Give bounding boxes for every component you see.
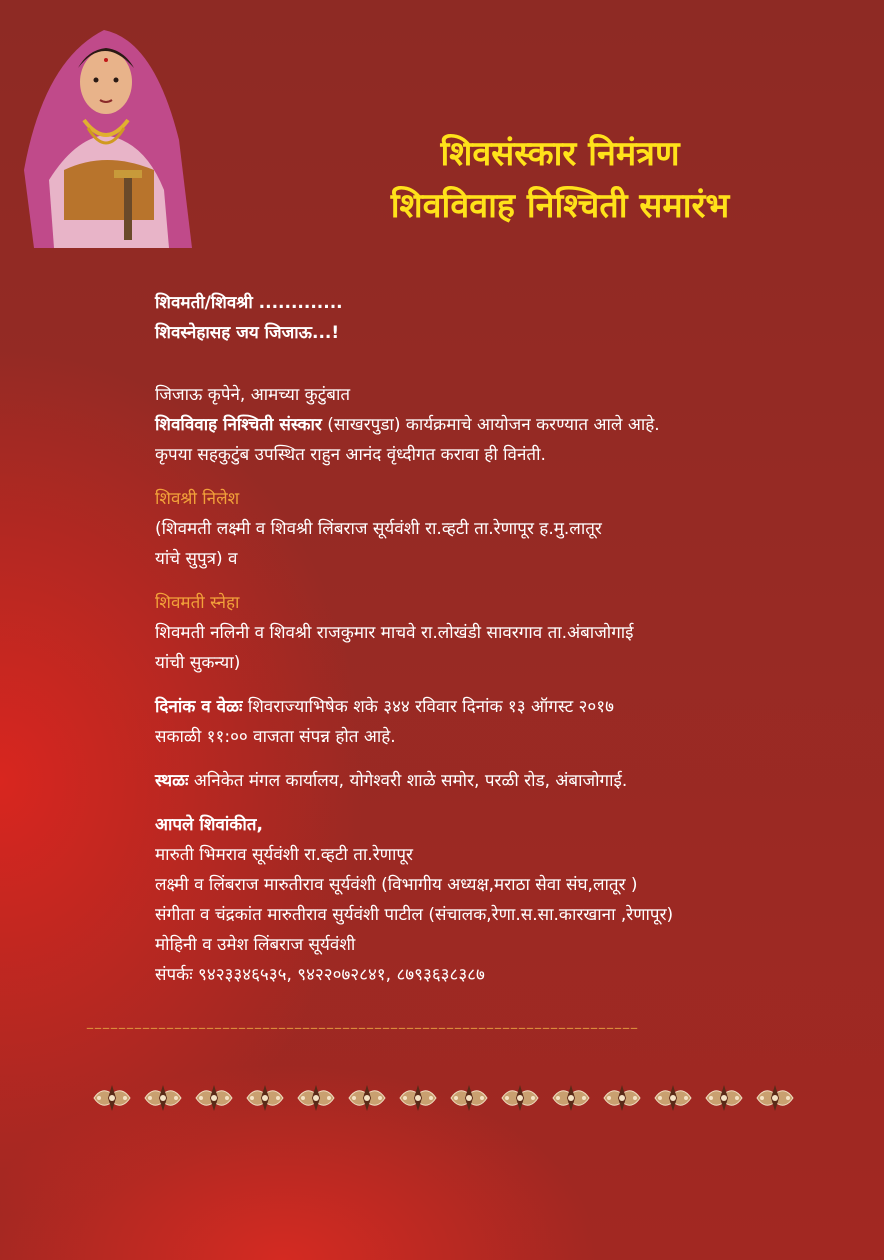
bride-parents: शिवमती नलिनी व शिवश्री राजकुमार माचवे रा.लोखंडी सावरगाव ता.अंबाजोगाई <box>155 623 634 643</box>
ornament-motif-icon <box>247 1085 283 1111</box>
host-line: लक्ष्मी व लिंबराज मारुतीराव सूर्यवंशी (विभागीय अध्यक्ष,मराठा सेवा संघ,लातूर ) <box>155 875 638 895</box>
portrait-illustration <box>14 20 192 248</box>
ornament-motif-icon <box>604 1085 640 1111</box>
title-line-2: शिवविवाह निश्चिती समारंभ <box>390 186 730 226</box>
spacer <box>155 796 855 810</box>
greeting-line-2: शिवस्नेहासह जय जिजाऊ...! <box>155 323 340 343</box>
invitation-body <box>155 288 855 990</box>
intro-line-2-rest: (साखरपुडा) कार्यक्रमाचे आयोजन करण्यात आले आहे. <box>321 415 660 435</box>
ornament-motif-icon <box>502 1085 538 1111</box>
ornament-motif-icon <box>553 1085 589 1111</box>
title-block <box>300 128 820 232</box>
contact-line: संपर्कः ९४२३३४६५३५, ९४२२०७२८४१, ८७९३६३८३८७ <box>155 965 485 985</box>
ornament-motif-icon <box>196 1085 232 1111</box>
spacer <box>155 678 855 692</box>
ornament-motif-icon <box>655 1085 691 1111</box>
ornament-motif-icon <box>400 1085 436 1111</box>
groom-relation: यांचे सुपुत्र) व <box>155 549 238 569</box>
ornament-motif-icon <box>706 1085 742 1111</box>
datetime-label: दिनांक व वेळः <box>155 697 243 717</box>
intro-bold-term: शिवविवाह निश्चिती संस्कार <box>155 415 322 435</box>
spacer <box>155 752 855 766</box>
bride-relation: यांची सुकन्या) <box>155 653 241 673</box>
host-line: मोहिनी व उमेश लिंबराज सूर्यवंशी <box>155 935 356 955</box>
intro-line-2 <box>155 410 855 440</box>
datetime-line-1 <box>155 692 855 722</box>
venue-text: अनिकेत मंगल कार्यालय, योगेश्वरी शाळे समोर, परळी रोड, अंबाजोगाई. <box>188 771 628 791</box>
hosts-heading: आपले शिवांकीत, <box>155 815 263 835</box>
intro-line-3: कृपया सहकुटुंब उपस्थित राहुन आनंद वृंध्दीगत करावा ही विनंती. <box>155 445 546 465</box>
datetime-line-2: सकाळी ११:०० वाजता संपन्न होत आहे. <box>155 727 396 747</box>
host-line: संगीता व चंद्रकांत मारुतीराव सुर्यवंशी पाटील (संचालक,रेणा.स.सा.कारखाना ,रेणापूर) <box>155 905 674 925</box>
ornament-motif-icon <box>145 1085 181 1111</box>
ornament-motif-icon <box>94 1085 130 1111</box>
ornament-motif-icon <box>757 1085 793 1111</box>
host-line: मारुती भिमराव सूर्यवंशी रा.व्हटी ता.रेणापूर <box>155 845 413 865</box>
ornament-motif-icon <box>298 1085 334 1111</box>
bride-name: शिवमती स्नेहा <box>155 593 240 613</box>
datetime-value: शिवराज्याभिषेक शके ३४४ रविवार दिनांक १३ ऑगस्ट २०१७ <box>242 697 614 717</box>
intro-line-1: जिजाऊ कृपेने, आमच्या कुटुंबात <box>155 385 351 405</box>
dashed-divider: ––––––––––––––––––––––––––––––––––––––––––––––––––––––––––––––––––––– <box>86 1018 638 1037</box>
groom-parents: (शिवमती लक्ष्मी व शिवश्री लिंबराज सूर्यवंशी रा.व्हटी ता.रेणापूर ह.मु.लातूर <box>155 519 602 539</box>
groom-name: शिवश्री निलेश <box>155 489 240 509</box>
title-line-1: शिवसंस्कार निमंत्रण <box>440 134 680 174</box>
spacer <box>155 574 855 588</box>
spacer <box>155 470 855 484</box>
ornament-motif-icon <box>349 1085 385 1111</box>
greeting-line-1: शिवमती/शिवश्री ............. <box>155 293 343 313</box>
venue-label: स्थळः <box>155 771 189 791</box>
venue-line <box>155 766 855 796</box>
ornament-border <box>92 1078 812 1118</box>
spacer <box>155 348 855 380</box>
ornament-motif-icon <box>451 1085 487 1111</box>
